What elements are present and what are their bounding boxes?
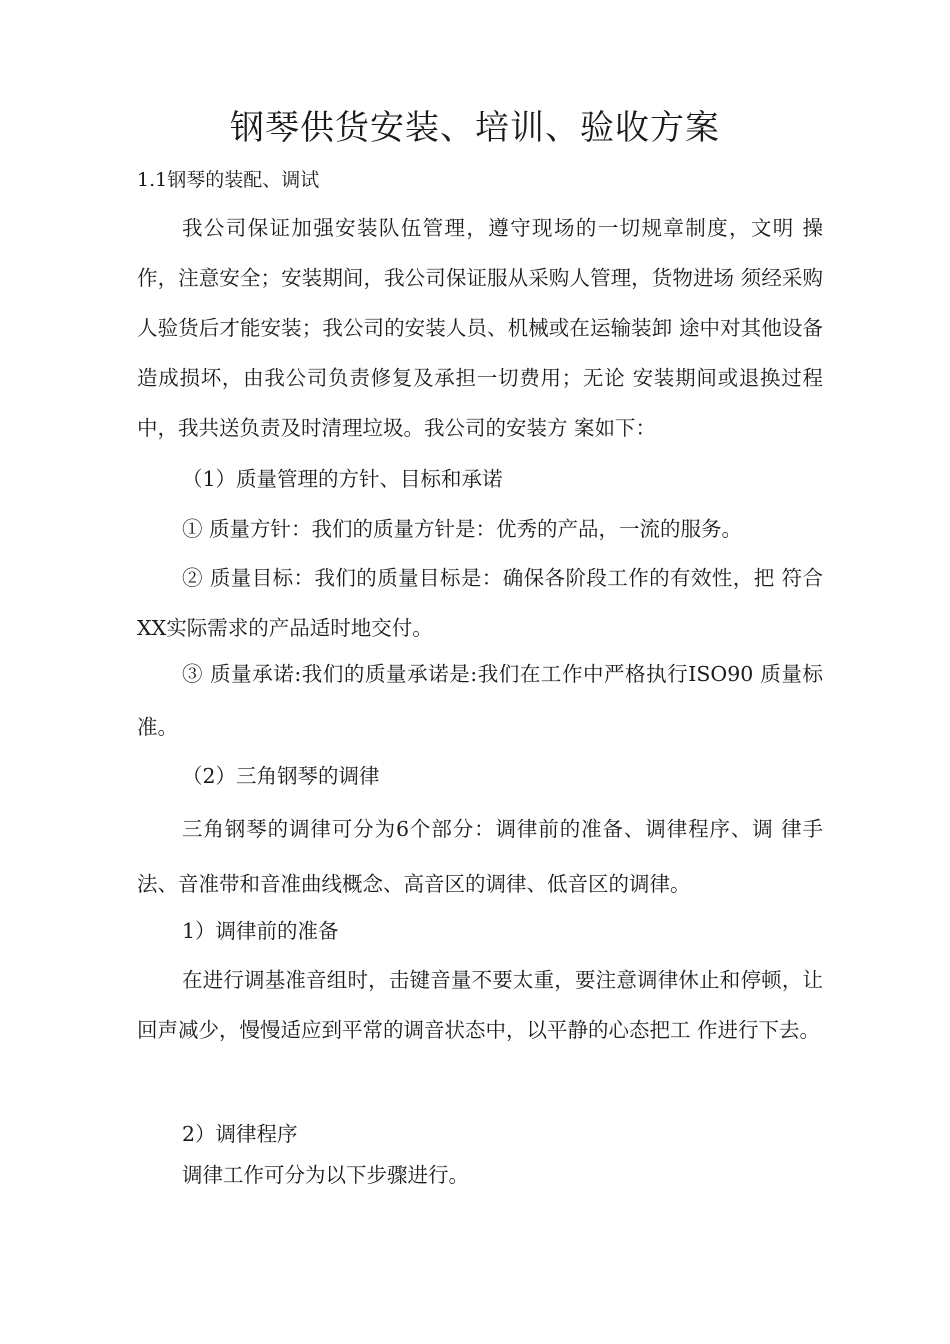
sub-heading-preparation: 1）调律前的准备 bbox=[182, 919, 339, 943]
heading-quality-management: （1）质量管理的方针、目标和承诺 bbox=[182, 467, 503, 491]
quality-commitment-paragraph: ③ 质量承诺:我们的质量承诺是:我们在工作中严格执行ISO90 质量标准。 bbox=[137, 662, 823, 739]
tuning-intro-paragraph: 三角钢琴的调律可分为6个部分：调律前的准备、调律程序、调 律手法、音准带和音准曲线概念、高音区的调律、低音区的调律。 bbox=[137, 817, 823, 896]
intro-paragraph: 我公司保证加强安装队伍管理，遵守现场的一切规章制度，文明 操作，注意安全；安装期间，我公司保证服从采购人管理，货物进场 须经采购人验货后才能安装；我公司的安装人员、机械或在运输装卸 途中对其他设备造成损坏，由我公司负责修复及承担一切费用；无论 安装期间或退换过程中，我共送负责及时清理垃圾。我公司的安装方 案如下： bbox=[137, 216, 823, 440]
quality-goal-paragraph: ② 质量目标：我们的质量目标是：确保各阶段工作的有效性，把 符合XX实际需求的产品适时地交付。 bbox=[137, 566, 823, 640]
document-title: 钢琴供货安装、培训、验收方案 bbox=[230, 108, 720, 148]
procedure-line: 调律工作可分为以下步骤进行。 bbox=[182, 1163, 469, 1187]
heading-grand-piano-tuning: （2）三角钢琴的调律 bbox=[182, 764, 380, 788]
section-heading-1-1: 1.1钢琴的装配、调试 bbox=[137, 169, 320, 191]
preparation-paragraph: 在进行调基准音组时，击键音量不要太重，要注意调律休止和停顿，让回声减少，慢慢适应到平常的调音状态中，以平静的心态把工 作进行下去。 bbox=[137, 968, 823, 1042]
quality-policy-line: ① 质量方针：我们的质量方针是：优秀的产品，一流的服务。 bbox=[182, 517, 743, 541]
sub-heading-procedure: 2）调律程序 bbox=[182, 1122, 298, 1146]
